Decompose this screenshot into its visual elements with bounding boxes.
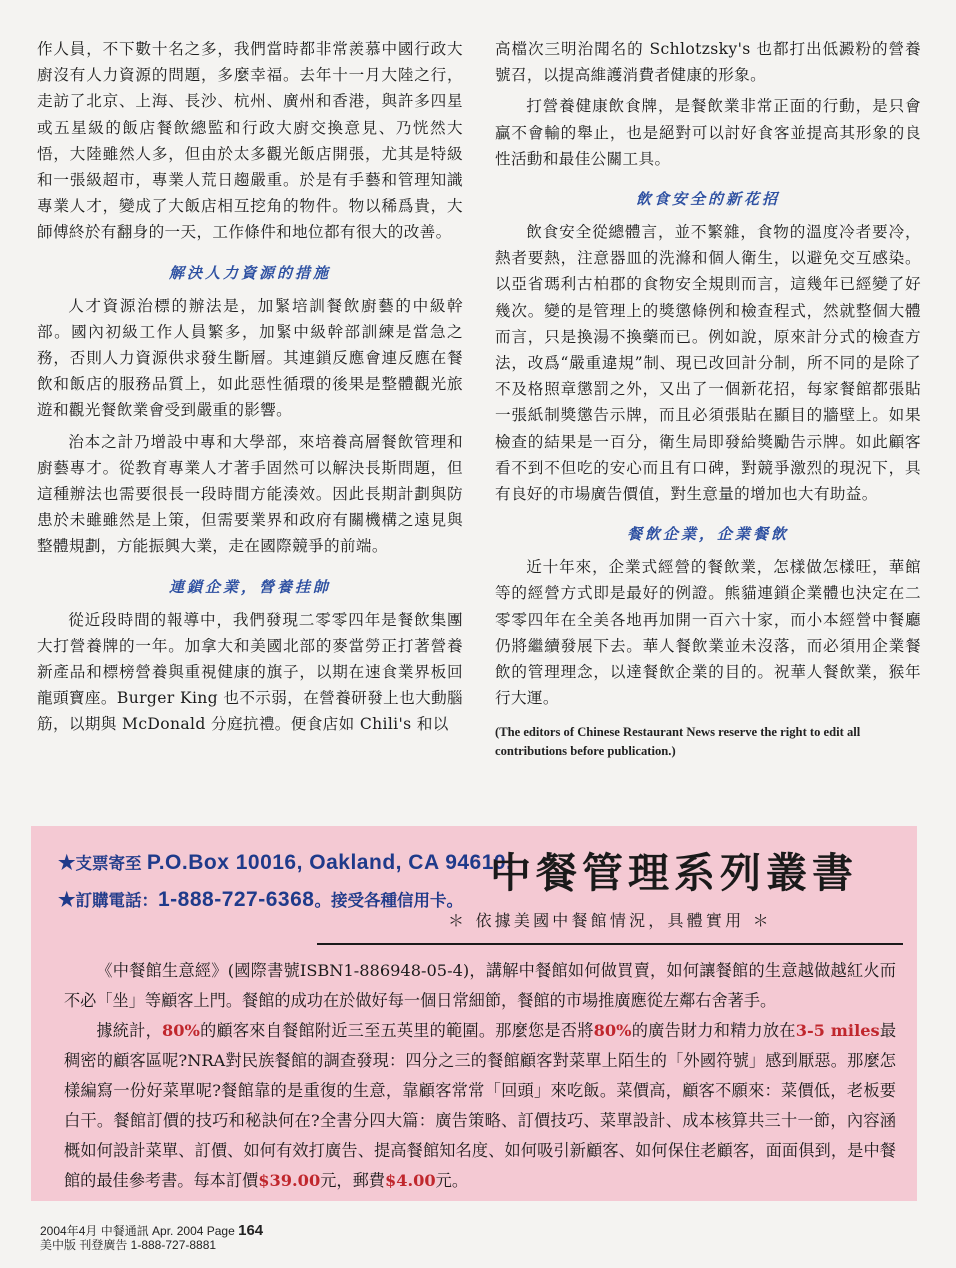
star-icon: ★: [58, 889, 76, 911]
star-icon: ★: [58, 852, 76, 874]
section-heading: 飲食安全的新花招: [635, 190, 780, 209]
footer-ad-line: 美中版 刊登廣告 1-888-727-8881: [40, 1238, 217, 1252]
footer-issue-line: [40, 1224, 263, 1238]
editor-note: (The editors of Chinese Restaurant News reserve the right to edit all contributions before publication.): [495, 725, 861, 759]
book-advertisement: [31, 826, 917, 1201]
ad-stat: 80%: [593, 1021, 632, 1040]
order-phone-number: 1-888-727-6368: [157, 888, 315, 911]
section-heading: 解決人力資源的措施: [168, 263, 331, 282]
article-right-column: [495, 36, 921, 761]
article-paragraph: 治本之計乃增設中專和大學部，來培養高層餐飲管理和廚藝專才。從教育專業人才著手固然可以解決長斯問題，但這種辦法也需要很長一段時間方能湊效。因此長期計劃與防患於未雖雖然是上策，但需要業界和政府有關機構之遠見與整體規劃，方能振興大業，走在國際競爭的前端。: [37, 432, 463, 556]
ad-text: 的顧客來自餐館附近三至五英里的範圍。那麼您是否將: [199, 1021, 594, 1040]
ad-subtitle: ＊ 依據美國中餐館情況，具體實用 ＊: [448, 911, 772, 930]
article-paragraph: 作人員，不下數十名之多，我們當時都非常羨慕中國行政大廚沒有人力資源的問題，多麼幸福。去年十一月大陸之行，走訪了北京、上海、長沙、杭州、廣州和香港，與許多四星或五星級的飯店餐飲總監和行政大廚交換意見、乃恍然大悟，大陸雖然人多，但由於太多觀光飯店開張，尤其是特級和一張級超市，專業人荒日趨嚴重。於是有手藝和管理知識專業人才，變成了大飯店相互挖角的物件。物以稀爲貴，大師傅終於有翻身的一天，工作條件和地位都有很大的改善。: [37, 40, 463, 242]
ad-text: 最稠密的顧客區呢?NRA對民族餐館的調查發現：四分之三的餐館顧客對菜單上陌生的「外國符號」感到厭惡。那麼怎樣編寫一份好菜單呢?餐館靠的是重復的生意，靠顧客常常「回頭」來吃飯。菜價高，顧客不願來：菜價低，老板要白干。餐館訂價的技巧和秘訣何在?全書分四大篇：廣告策略、訂價技巧、菜單設計、成本核算共三十一節，內容涵概如何設計菜單、訂價、如何有效打廣告、提高餐館知名度、如何吸引新顧客、如何保住老顧客，面面俱到，是中餐館的最佳參考書。每本訂價: [64, 1021, 897, 1190]
article-paragraph: 近十年來，企業式經營的餐飲業，怎樣做怎樣旺，華館等的經營方式即是最好的例證。熊貓連鎖企業體也決定在二零零四年在全美各地再加開一百六十家，而小本經營中餐廳仍將繼續發展下去。華人餐飲業並未沒落，而必須用企業餐飲的管理理念，以達餐飲企業的目的。祝華人餐飲業，猴年行大運。: [495, 558, 921, 708]
footer-issue: 2004年4月 中餐通訊 Apr. 2004 Page: [40, 1224, 239, 1238]
section-heading: 連鎖企業，營養挂帥: [168, 577, 331, 596]
order-phone-line: [58, 882, 512, 919]
ad-text: 據統計，: [96, 1021, 162, 1040]
page-number: 164: [238, 1222, 264, 1239]
ad-stat: 80%: [161, 1021, 200, 1040]
article-paragraph: 從近段時間的報導中，我們發現二零零四年是餐飲集團大打營養牌的一年。加拿大和美國北部的麥當勞正打著營養新產品和標榜營養與重視健康的旗子，以期在速食業界板回龍頭寶座。Burger King 也不示弱，在營養研發上也大動腦筋，以期與 McDonald 分庭抗禮。便食店如 Chili's 和以: [37, 610, 463, 734]
ad-contact-block: [58, 845, 512, 919]
section-heading: 餐飲企業，企業餐飲: [626, 525, 789, 544]
article-paragraph: 飲食安全從總體言，並不繁雜，食物的溫度冷者要冷，熱者要熱，注意器皿的洗滌和個人衛生，以避免交互感染。以亞省瑪利古柏郡的食物安全規則而言，這幾年已經變了好幾次。變的是管理上的獎懲條例和檢查程式，然就整個大體而言，只是換湯不換藥而已。例如說，原來計分式的檢查方法，改爲“嚴重違規”制、現已改回計分制，所不同的是除了不及格照章懲罰之外，又出了一個新花招，每家餐館都張貼一張紙制獎懲告示牌，而且必須張貼在顯目的牆壁上。如果檢查的結果是一百分，衛生局即發給獎勵告示牌。如此顧客看不到不但吃的安心而且有口碑，對競爭激烈的現況下，具有良好的市場廣告價值，對生意量的增加也大有助益。: [495, 223, 921, 504]
ad-title: 中餐管理系列叢書: [490, 849, 858, 897]
article-paragraph: 打營養健康飲食牌，是餐飲業非常正面的行動，是只會贏不會輸的舉止，也是絕對可以討好食客並提高其形象的良性活動和最佳公關工具。: [495, 97, 921, 168]
postage-price: $4.00: [384, 1171, 436, 1190]
phone-label: 訂購電話：: [75, 892, 158, 910]
ad-text: 元。: [435, 1171, 469, 1190]
ad-stat: 3-5 miles: [795, 1021, 880, 1040]
check-address-line: [58, 845, 512, 882]
article-paragraph: 人才資源治標的辦法是，加緊培訓餐飲廚藝的中級幹部。國內初級工作人員繁多，加緊中級幹部訓練是當急之務，否則人力資源供求發生斷層。其連鎖反應會連反應在餐飲和飯店的服務品質上，如此惡性循環的後果是整體觀光旅遊和觀光餐飲業會受到嚴重的影響。: [37, 296, 463, 420]
article-left-column: [37, 36, 463, 738]
check-label: 支票寄至: [75, 855, 142, 873]
ad-paragraph: [64, 1016, 896, 1196]
ad-text: 元，郵費: [320, 1171, 385, 1190]
article-paragraph: 高檔次三明治聞名的 Schlotzsky's 也都打出低澱粉的營養號召，以提高維護消費者健康的形象。: [495, 40, 921, 85]
credit-card-note: 。接受各種信用卡。: [314, 892, 463, 910]
book-price: $39.00: [258, 1171, 321, 1190]
page-footer: [40, 1224, 263, 1252]
mailing-address: P.O.Box 10016, Oakland, CA 94610.: [146, 851, 513, 874]
ad-divider: [317, 943, 903, 945]
ad-text: 的廣告財力和精力放在: [631, 1021, 796, 1040]
ad-paragraph: 《中餐館生意經》(國際書號ISBN1-886948-05-4)，講解中餐館如何做買賣，如何讓餐館的生意越做越紅火而不必「坐」等顧客上門。餐館的成功在於做好每一個日常細節，餐館的市場推廣應從左鄰右舍著手。: [64, 961, 896, 1010]
ad-body: [64, 956, 896, 1196]
